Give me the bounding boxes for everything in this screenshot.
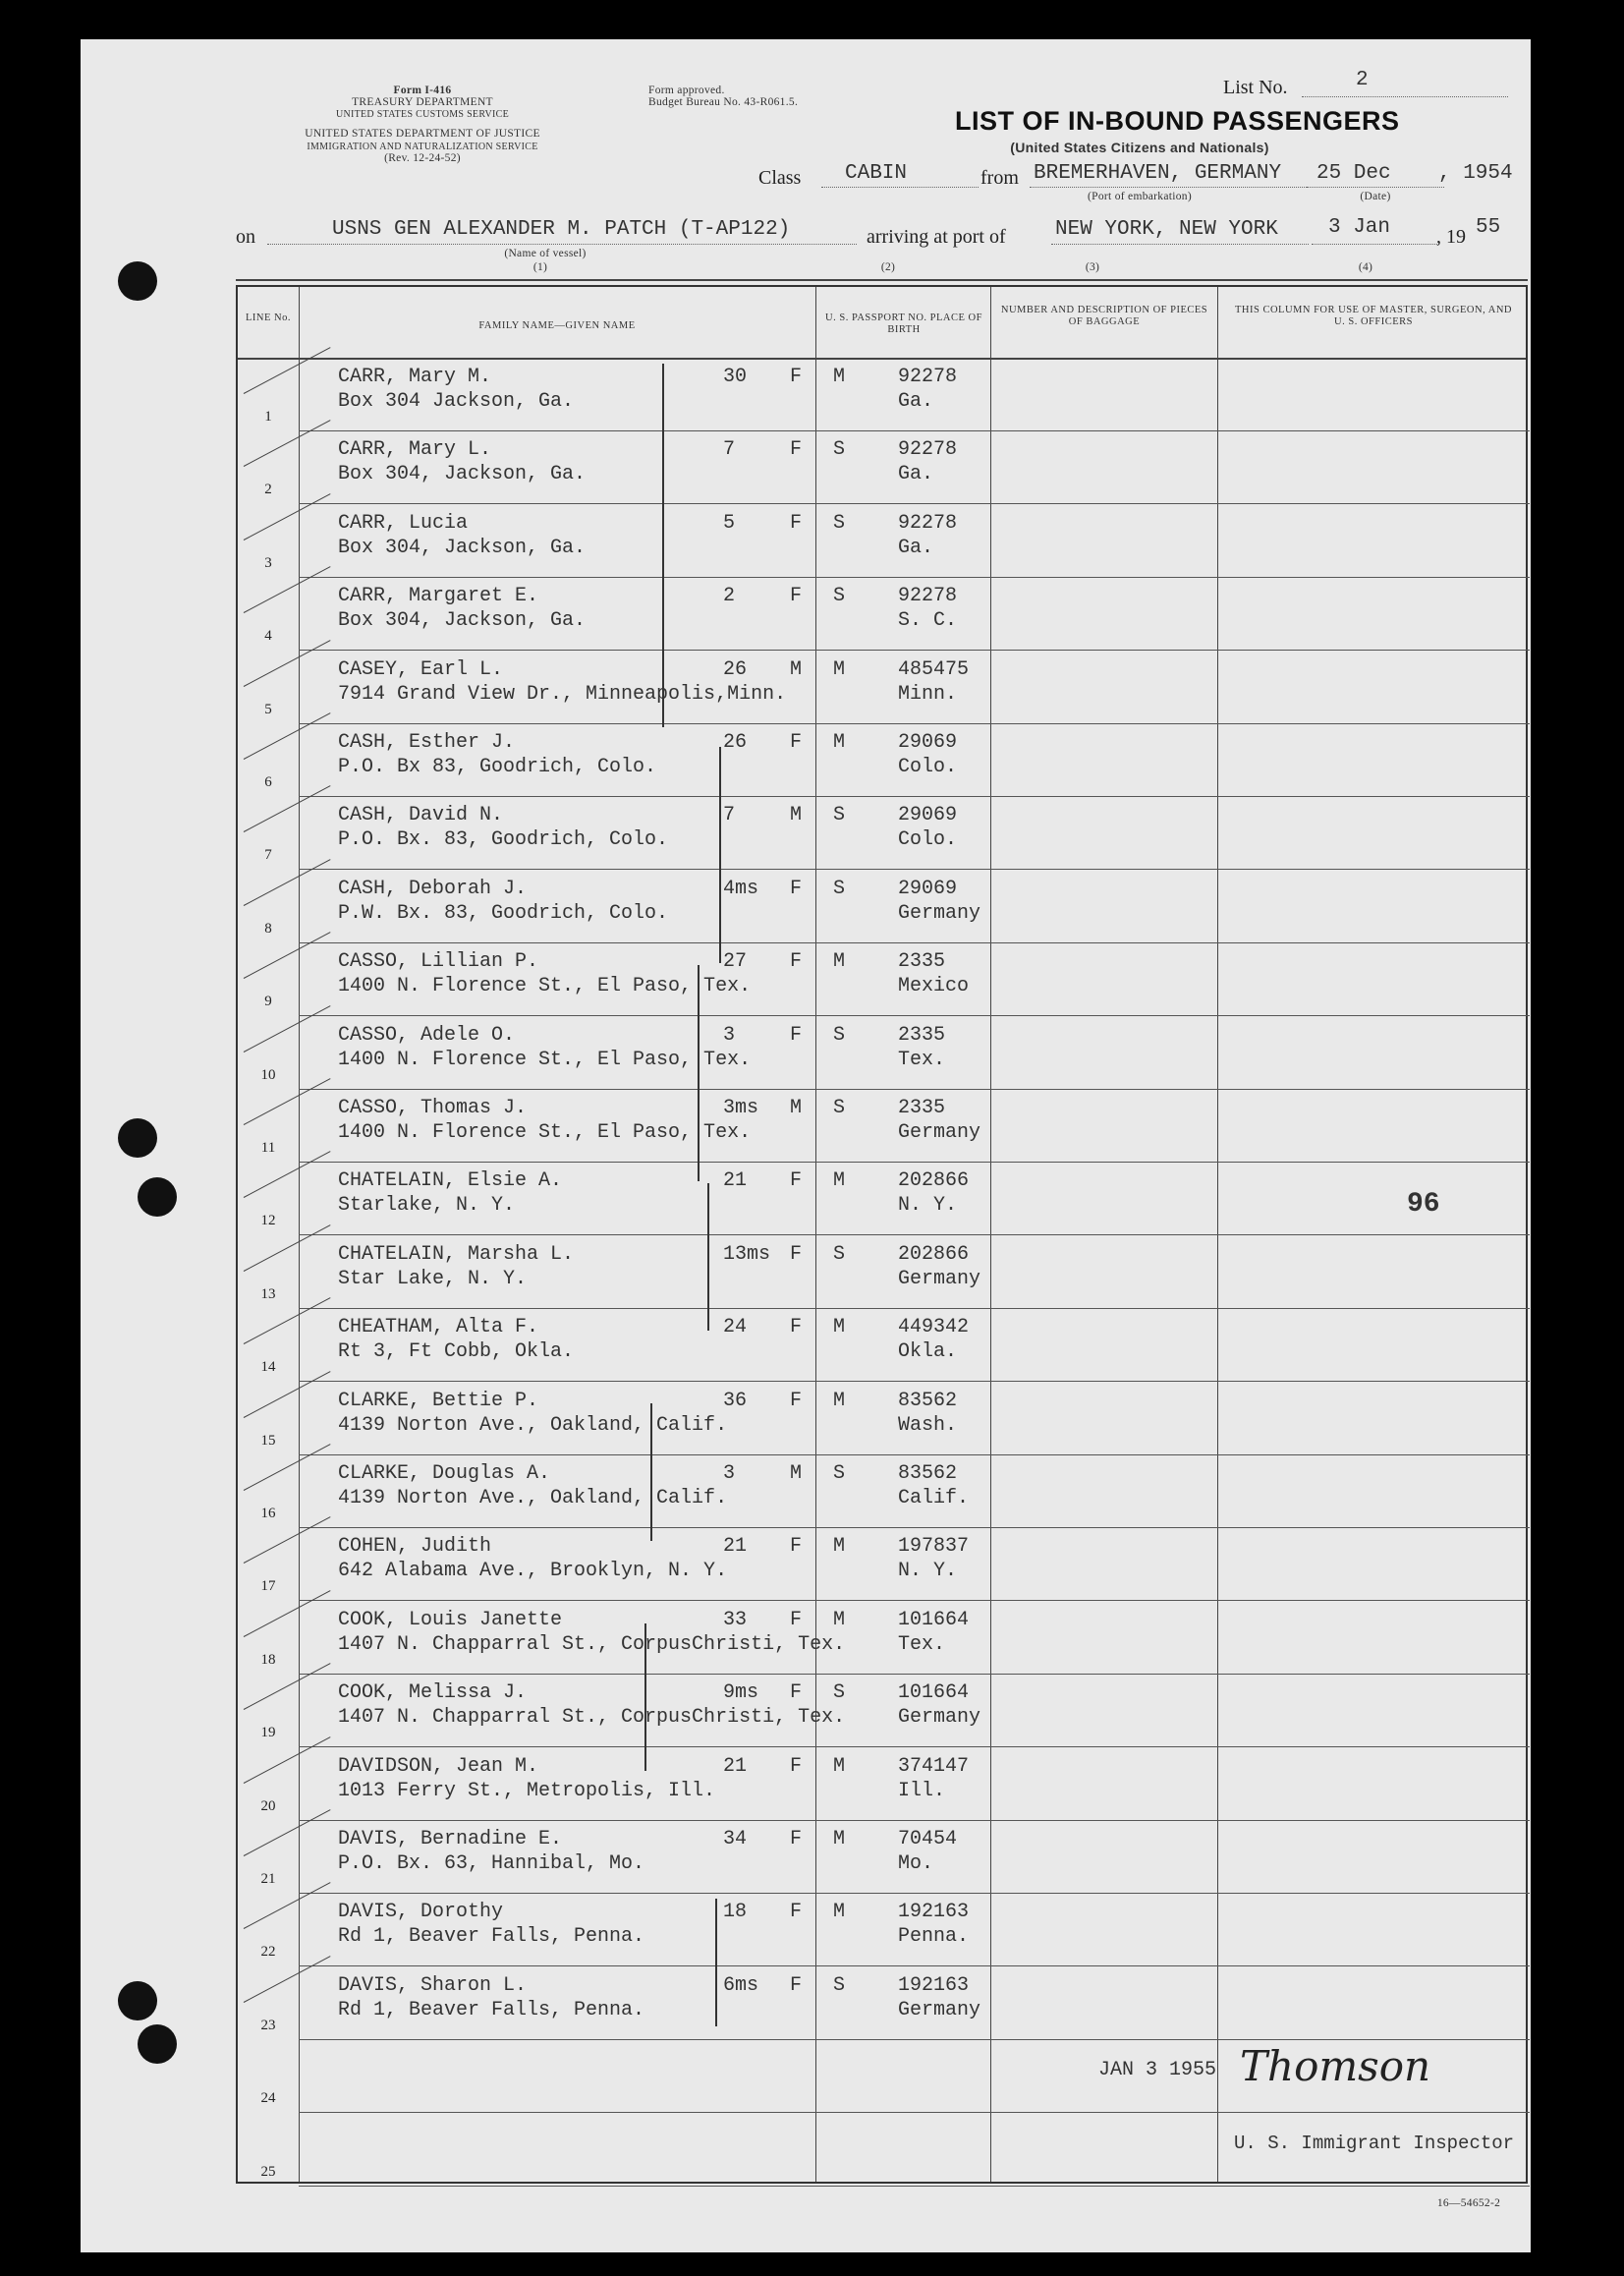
embarkation-year: , 1954 [1438, 162, 1513, 185]
place-of-birth: Tex. [898, 1632, 946, 1656]
family-name: CLARKE, Bettie P. [338, 1389, 539, 1412]
family-name: COHEN, Judith [338, 1535, 492, 1559]
table-row [238, 1527, 1530, 1601]
passenger-table [236, 285, 1528, 2184]
passport-number: 202866 [898, 1169, 970, 1193]
punch-hole [118, 1981, 157, 2020]
place-of-birth: Ill. [898, 1779, 946, 1802]
family-name: CLARKE, Douglas A. [338, 1462, 551, 1485]
family-name: CASSO, Lillian P. [338, 950, 539, 974]
caption-col-3: (3) [1085, 261, 1100, 273]
address: 4139 Norton Ave., Oakland, Calif. [338, 1487, 728, 1509]
passport-number: 101664 [898, 1681, 970, 1705]
header-rule [236, 279, 1528, 281]
line-number: 8 [264, 920, 272, 937]
address: Box 304 Jackson, Ga. [338, 390, 575, 413]
line-number: 1 [264, 409, 272, 425]
place-of-birth: Colo. [898, 756, 958, 778]
line-number: 11 [260, 1140, 276, 1156]
revision-date: (Rev. 12-24-52) [384, 152, 461, 164]
header-passport: U. S. PASSPORT NO. PLACE OF BIRTH [825, 313, 982, 335]
row-divider [299, 2186, 1530, 2187]
age: 21 [723, 1754, 748, 1778]
table-row [238, 1454, 1530, 1528]
header-baggage: NUMBER AND DESCRIPTION OF PIECES OF BAGGAGE [1000, 305, 1208, 327]
form-approved: Form approved. [648, 85, 725, 96]
pen-mark [644, 1623, 646, 1771]
age: 3 [723, 1023, 736, 1047]
line-number: 3 [264, 554, 272, 571]
age: 30 [723, 366, 748, 388]
age: 4ms [723, 877, 759, 900]
family-name: CARR, Mary L. [338, 438, 492, 462]
passport-number: 83562 [898, 1462, 958, 1485]
arrival-date-line [1312, 244, 1439, 245]
header-officers: THIS COLUMN FOR USE OF MASTER, SURGEON, AND U. S. OFFICERS [1235, 305, 1512, 327]
family-name: CASH, David N. [338, 804, 504, 827]
age: 24 [723, 1316, 748, 1339]
address: Rt 3, Ft Cobb, Okla. [338, 1340, 575, 1364]
table-row [238, 1235, 1530, 1309]
inspector-signature: Thomson [1240, 2042, 1431, 2090]
passport-number: 192163 [898, 1973, 970, 1997]
place-of-birth: Wash. [898, 1413, 958, 1437]
passport-number: 202866 [898, 1242, 970, 1266]
marital-status: S [833, 877, 846, 900]
pen-mark [650, 1403, 652, 1541]
sex: F [790, 1023, 803, 1047]
address: P.O. Bx 83, Goodrich, Colo. [338, 756, 657, 778]
address: 4139 Norton Ave., Oakland, Calif. [338, 1413, 728, 1437]
marital-status: M [833, 366, 846, 388]
place-of-birth: Okla. [898, 1340, 958, 1364]
place-of-birth: Germany [898, 1121, 981, 1144]
family-name: CASSO, Thomas J. [338, 1097, 528, 1119]
sex: F [790, 1901, 803, 1924]
address: P.O. Bx. 83, Goodrich, Colo. [338, 828, 669, 852]
sex: F [790, 1242, 803, 1266]
table-row [238, 651, 1530, 724]
line-number: 14 [260, 1359, 276, 1376]
age: 18 [723, 1901, 748, 1924]
sex: F [790, 1608, 803, 1631]
place-of-birth: Penna. [898, 1925, 970, 1949]
place-of-birth: Mexico [898, 975, 970, 998]
arrival-year-prefix: , 19 [1436, 226, 1466, 248]
arrival-year: 55 [1476, 216, 1501, 239]
line-number: 16 [260, 1506, 276, 1521]
sex: M [790, 804, 803, 827]
passport-number: 197837 [898, 1535, 970, 1559]
pen-mark [707, 1183, 709, 1331]
sex: F [790, 950, 803, 974]
age: 34 [723, 1828, 748, 1850]
table-row [238, 1016, 1530, 1090]
sex: F [790, 1316, 803, 1339]
marital-status: S [833, 1242, 846, 1266]
punch-hole [118, 1118, 157, 1158]
address: Box 304, Jackson, Ga. [338, 463, 587, 486]
sex: F [790, 1389, 803, 1412]
place-of-birth: Mo. [898, 1852, 934, 1875]
marital-status: S [833, 1973, 846, 1997]
table-row [238, 1893, 1530, 1966]
age: 26 [723, 731, 748, 754]
sex: F [790, 585, 803, 608]
address: P.W. Bx. 83, Goodrich, Colo. [338, 901, 669, 925]
table-row [238, 1820, 1530, 1894]
port-caption: (Port of embarkation) [1088, 191, 1192, 202]
sex: F [790, 1535, 803, 1559]
vessel-name: USNS GEN ALEXANDER M. PATCH (T-AP122) [332, 218, 791, 241]
line-number: 15 [260, 1432, 276, 1449]
sex: F [790, 438, 803, 462]
arriving-label: arriving at port of [867, 226, 1006, 248]
footer-code: 16—54652-2 [1436, 2197, 1501, 2209]
sex: F [790, 877, 803, 900]
age: 36 [723, 1389, 748, 1412]
sex: F [790, 1973, 803, 1997]
age: 5 [723, 511, 736, 535]
marital-status: M [833, 1608, 846, 1631]
table-row [238, 1162, 1530, 1235]
age: 21 [723, 1535, 748, 1559]
address: 1407 N. Chapparral St., CorpusChristi, Tex. [338, 1632, 846, 1656]
table-row [238, 504, 1530, 578]
sex: M [790, 657, 803, 681]
class-label: Class [758, 167, 802, 189]
sex: F [790, 731, 803, 754]
from-line [1030, 187, 1307, 188]
family-name: DAVIS, Dorothy [338, 1901, 504, 1924]
line-number: 7 [264, 847, 272, 864]
list-title: LIST OF IN-BOUND PASSENGERS [955, 106, 1400, 136]
family-name: CHEATHAM, Alta F. [338, 1316, 539, 1339]
marital-status: M [833, 657, 846, 681]
marital-status: S [833, 511, 846, 535]
caption-col-1: (1) [532, 261, 548, 273]
pen-mark [715, 1899, 717, 2026]
marital-status: M [833, 1535, 846, 1559]
line-number: 10 [260, 1066, 276, 1083]
passport-number: 92278 [898, 438, 958, 462]
sex: M [790, 1462, 803, 1485]
marital-status: S [833, 1023, 846, 1047]
punch-hole [118, 261, 157, 301]
pen-mark [719, 747, 721, 963]
line-number: 6 [264, 774, 272, 790]
line-number: 12 [260, 1213, 276, 1229]
address: 1013 Ferry St., Metropolis, Ill. [338, 1779, 716, 1802]
port-of-embarkation: BREMERHAVEN, GERMANY [1034, 162, 1282, 185]
inspector-title: U. S. Immigrant Inspector [1234, 2133, 1515, 2154]
line-number: 4 [264, 628, 272, 645]
age: 33 [723, 1608, 748, 1631]
marital-status: M [833, 1901, 846, 1924]
marital-status: M [833, 1389, 846, 1412]
family-name: DAVIS, Bernadine E. [338, 1828, 563, 1850]
place-of-birth: Minn. [898, 682, 958, 706]
marital-status: M [833, 1316, 846, 1339]
passport-number: 83562 [898, 1389, 958, 1412]
line-number: 20 [260, 1797, 276, 1814]
marital-status: S [833, 1462, 846, 1485]
passport-number: 101664 [898, 1608, 970, 1631]
marital-status: S [833, 438, 846, 462]
inspection-date-stamp: JAN 3 1955 [1098, 2059, 1217, 2081]
table-row [238, 430, 1530, 504]
address: 642 Alabama Ave., Brooklyn, N. Y. [338, 1560, 728, 1583]
table-row [238, 870, 1530, 943]
age: 3 [723, 1462, 736, 1485]
passport-number: 449342 [898, 1316, 970, 1339]
table-row [238, 1089, 1530, 1163]
place-of-birth: Ga. [898, 463, 934, 486]
vessel-caption: (Name of vessel) [504, 248, 587, 259]
list-no-value: 2 [1356, 69, 1369, 91]
age: 7 [723, 804, 736, 827]
punch-hole [138, 2024, 177, 2064]
customs-service: UNITED STATES CUSTOMS SERVICE [335, 109, 510, 120]
table-row [238, 796, 1530, 870]
address: Box 304, Jackson, Ga. [338, 609, 587, 633]
line-number: 13 [260, 1285, 276, 1302]
sex: F [790, 366, 803, 388]
passport-number: 374147 [898, 1754, 970, 1778]
sex: M [790, 1097, 803, 1119]
table-row [238, 723, 1530, 797]
place-of-birth: Ga. [898, 536, 934, 559]
pen-mark [698, 965, 700, 1181]
age: 27 [723, 950, 748, 974]
list-no-line [1302, 96, 1508, 97]
passport-number: 92278 [898, 585, 958, 608]
arrival-port-line [1051, 244, 1309, 245]
sex: F [790, 1681, 803, 1705]
age: 26 [723, 657, 748, 681]
officer-mark: 96 [1407, 1189, 1440, 1220]
table-row [238, 942, 1530, 1016]
passport-number: 485475 [898, 657, 970, 681]
family-name: COOK, Louis Janette [338, 1608, 563, 1631]
table-row [238, 577, 1530, 651]
table-row [238, 1674, 1530, 1747]
family-name: DAVIDSON, Jean M. [338, 1754, 539, 1778]
address: Star Lake, N. Y. [338, 1267, 528, 1290]
family-name: CASSO, Adele O. [338, 1023, 516, 1047]
passport-number: 70454 [898, 1828, 958, 1850]
family-name: CHATELAIN, Marsha L. [338, 1242, 575, 1266]
address: 1407 N. Chapparral St., CorpusChristi, Tex. [338, 1706, 846, 1730]
line-number: 21 [260, 1871, 276, 1887]
on-label: on [236, 226, 255, 248]
line-number: 18 [260, 1651, 276, 1668]
family-name: CASH, Esther J. [338, 731, 516, 754]
marital-status: S [833, 804, 846, 827]
age: 21 [723, 1169, 748, 1193]
place-of-birth: Germany [898, 901, 981, 925]
class-value: CABIN [845, 162, 908, 185]
passport-number: 92278 [898, 366, 958, 388]
table-row [238, 1308, 1530, 1382]
address: Rd 1, Beaver Falls, Penna. [338, 1998, 645, 2021]
sex: F [790, 1828, 803, 1850]
table-row [238, 1601, 1530, 1675]
family-name: CARR, Mary M. [338, 366, 492, 388]
family-name: DAVIS, Sharon L. [338, 1973, 528, 1997]
line-number: 24 [260, 2090, 276, 2107]
address: 1400 N. Florence St., El Paso, Tex. [338, 975, 752, 998]
passport-number: 29069 [898, 731, 958, 754]
family-name: CHATELAIN, Elsie A. [338, 1169, 563, 1193]
passport-number: 2335 [898, 1097, 946, 1119]
family-name: COOK, Melissa J. [338, 1681, 528, 1705]
marital-status: S [833, 1681, 846, 1705]
passport-number: 92278 [898, 511, 958, 535]
passport-number: 29069 [898, 877, 958, 900]
age: 9ms [723, 1681, 759, 1705]
marital-status: M [833, 731, 846, 754]
place-of-birth: N. Y. [898, 1194, 958, 1218]
class-line [821, 187, 979, 188]
place-of-birth: S. C. [898, 609, 958, 633]
pen-mark [662, 364, 664, 727]
header-line-no: LINE No. [246, 313, 291, 323]
place-of-birth: Germany [898, 1998, 981, 2021]
place-of-birth: Germany [898, 1706, 981, 1730]
age: 2 [723, 585, 736, 608]
family-name: CARR, Lucia [338, 511, 469, 535]
address: Box 304, Jackson, Ga. [338, 536, 587, 559]
age: 7 [723, 438, 736, 462]
justice-dept: UNITED STATES DEPARTMENT OF JUSTICE [305, 128, 540, 140]
age: 13ms [723, 1242, 771, 1266]
marital-status: M [833, 1169, 846, 1193]
place-of-birth: Calif. [898, 1487, 970, 1509]
budget-bureau: Budget Bureau No. 43-R061.5. [648, 96, 799, 108]
list-subtitle: (United States Citizens and Nationals) [1010, 140, 1269, 155]
sex: F [790, 1754, 803, 1778]
table-row [238, 1747, 1530, 1821]
date-line [1307, 187, 1444, 188]
line-number: 19 [260, 1725, 276, 1741]
marital-status: S [833, 1097, 846, 1119]
passport-number: 2335 [898, 1023, 946, 1047]
place-of-birth: Germany [898, 1267, 981, 1290]
line-number: 5 [264, 701, 272, 717]
age: 6ms [723, 1973, 759, 1997]
sex: F [790, 511, 803, 535]
arrival-date: 3 Jan [1328, 216, 1391, 239]
from-label: from [980, 167, 1019, 189]
vessel-line [267, 244, 857, 245]
family-name: CASH, Deborah J. [338, 877, 528, 900]
family-name: CASEY, Earl L. [338, 657, 504, 681]
line-number: 23 [260, 2017, 276, 2033]
line-number: 22 [260, 1944, 276, 1961]
check-mark [244, 347, 331, 394]
table-row [238, 1966, 1530, 2040]
address: 7914 Grand View Dr., Minneapolis,Minn. [338, 682, 787, 706]
family-name: CARR, Margaret E. [338, 585, 539, 608]
punch-hole [138, 1177, 177, 1217]
place-of-birth: Colo. [898, 828, 958, 852]
embarkation-date: 25 Dec [1316, 162, 1391, 185]
table-row [238, 358, 1530, 431]
address: 1400 N. Florence St., El Paso, Tex. [338, 1048, 752, 1071]
caption-col-2: (2) [880, 261, 896, 273]
marital-status: M [833, 1754, 846, 1778]
marital-status: M [833, 950, 846, 974]
passport-number: 2335 [898, 950, 946, 974]
line-number: 17 [260, 1578, 276, 1595]
address: 1400 N. Florence St., El Paso, Tex. [338, 1121, 752, 1144]
line-number: 25 [260, 2163, 276, 2180]
line-number: 9 [264, 994, 272, 1010]
date-caption: (Date) [1360, 191, 1391, 202]
ins-service: IMMIGRATION AND NATURALIZATION SERVICE [307, 142, 538, 152]
passport-number: 29069 [898, 804, 958, 827]
form-number: Form I-416 [393, 85, 452, 96]
marital-status: M [833, 1828, 846, 1850]
treasury-dept: TREASURY DEPARTMENT [352, 96, 493, 108]
address: P.O. Bx. 63, Hannibal, Mo. [338, 1852, 645, 1875]
header-family-name: FAMILY NAME—GIVEN NAME [478, 320, 636, 331]
age: 3ms [723, 1097, 759, 1119]
place-of-birth: Ga. [898, 390, 934, 413]
place-of-birth: N. Y. [898, 1560, 958, 1583]
sex: F [790, 1169, 803, 1193]
address: Starlake, N. Y. [338, 1194, 516, 1218]
address: Rd 1, Beaver Falls, Penna. [338, 1925, 645, 1949]
arrival-port: NEW YORK, NEW YORK [1055, 218, 1278, 241]
caption-col-4: (4) [1358, 261, 1373, 273]
marital-status: S [833, 585, 846, 608]
line-number: 2 [264, 482, 272, 498]
table-row [238, 1382, 1530, 1455]
list-no-label: List No. [1223, 77, 1288, 98]
passport-number: 192163 [898, 1901, 970, 1924]
place-of-birth: Tex. [898, 1048, 946, 1071]
